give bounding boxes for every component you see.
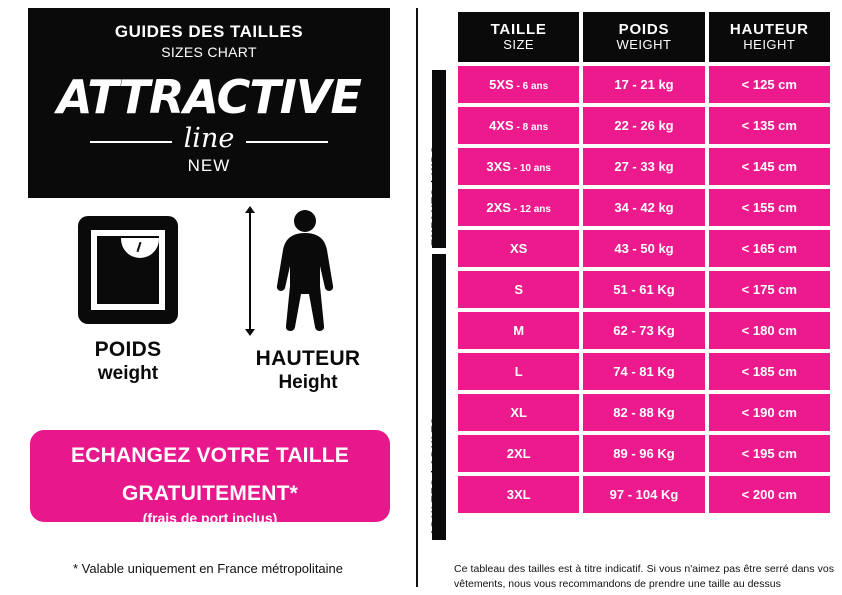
size-table — [454, 8, 834, 517]
exchange-promo-banner — [30, 430, 390, 527]
brand-header-box — [28, 8, 390, 198]
table-row — [458, 394, 830, 431]
cell-height: < 200 cm — [709, 476, 830, 513]
cell-height: < 195 cm — [709, 435, 830, 472]
cell-weight: 51 - 61 Kg — [583, 271, 704, 308]
size-value: XS — [509, 241, 528, 256]
left-footnote: * Valable uniquement en France métropolitaine — [72, 561, 344, 576]
table-row — [458, 312, 830, 349]
size-value: 2XS — [486, 200, 511, 215]
height-label-en: Height — [278, 372, 338, 393]
cell-weight: 89 - 96 Kg — [583, 435, 704, 472]
cell-height: < 145 cm — [709, 148, 830, 185]
right-panel — [432, 8, 834, 588]
cell-size — [458, 107, 579, 144]
cell-size — [458, 230, 579, 267]
scale-icon — [78, 216, 178, 324]
table-header-row — [458, 12, 830, 62]
cell-height: < 180 cm — [709, 312, 830, 349]
cell-size — [458, 435, 579, 472]
height-label-fr: HAUTEUR — [255, 347, 361, 370]
header-size — [458, 12, 579, 62]
header-size-en: SIZE — [503, 37, 535, 53]
promo-line-2: GRATUITEMENT* — [121, 482, 299, 506]
height-arrow-icon — [249, 212, 251, 330]
table-row — [458, 271, 830, 308]
cell-height: < 190 cm — [709, 394, 830, 431]
cell-height: < 185 cm — [709, 353, 830, 390]
cell-weight: 34 - 42 kg — [583, 189, 704, 226]
size-value: 2XL — [506, 446, 531, 461]
cell-weight: 62 - 73 Kg — [583, 312, 704, 349]
header-height-en: HEIGHT — [743, 37, 796, 53]
size-value: 4XS — [489, 118, 514, 133]
body-silhouette-icon — [243, 208, 373, 333]
table-row — [458, 189, 830, 226]
brand-script: line — [172, 124, 247, 154]
header-weight — [583, 12, 704, 62]
cell-height: < 175 cm — [709, 271, 830, 308]
table-row — [458, 435, 830, 472]
table-row — [458, 353, 830, 390]
cell-height: < 155 cm — [709, 189, 830, 226]
brand-name: ATTRACTIVE — [57, 70, 361, 124]
size-value: XL — [510, 405, 527, 420]
cell-size — [458, 353, 579, 390]
cell-size — [458, 189, 579, 226]
scale-icon-dial — [121, 238, 159, 258]
header-height — [709, 12, 830, 62]
cell-weight: 97 - 104 Kg — [583, 476, 704, 513]
size-age: - 6 ans — [513, 81, 549, 92]
weight-label-en: weight — [97, 363, 159, 384]
vertical-divider — [416, 8, 418, 587]
table-note: Ce tableau des tailles est à titre indicatif. Si vous n'aimez pas être serré dans vos vêtements, nous vous recommandons de prendre une taille au dessus — [454, 562, 834, 590]
table-row — [458, 148, 830, 185]
promo-line-3: (frais de port inclus) — [142, 510, 278, 527]
size-value: 3XS — [486, 159, 511, 174]
scale-icon-frame — [91, 230, 165, 310]
cell-size — [458, 148, 579, 185]
cell-height: < 125 cm — [709, 66, 830, 103]
header-weight-en: WEIGHT — [616, 37, 672, 53]
size-age: - 12 ans — [510, 204, 551, 215]
left-panel — [0, 0, 416, 595]
group-label-adults: ADULTES / ADULTS — [430, 416, 442, 536]
table-row — [458, 107, 830, 144]
table-row — [458, 476, 830, 513]
cell-weight: 22 - 26 kg — [583, 107, 704, 144]
cell-size — [458, 271, 579, 308]
cell-size — [458, 394, 579, 431]
size-value: L — [514, 364, 523, 379]
cell-weight: 82 - 88 Kg — [583, 394, 704, 431]
height-icon-column — [218, 208, 398, 394]
table-row — [458, 66, 830, 103]
guides-title-fr: GUIDES DES TAILLES — [114, 22, 304, 41]
cell-weight: 17 - 21 kg — [583, 66, 704, 103]
cell-weight: 27 - 33 kg — [583, 148, 704, 185]
icons-row — [28, 208, 390, 403]
weight-label-fr: POIDS — [94, 338, 162, 361]
cell-height: < 135 cm — [709, 107, 830, 144]
promo-line-1: ECHANGEZ VOTRE TAILLE — [71, 444, 349, 467]
weight-icon-column — [38, 208, 218, 385]
body-height-icon — [243, 208, 373, 333]
table-row — [458, 230, 830, 267]
size-value: S — [514, 282, 523, 297]
cell-height: < 165 cm — [709, 230, 830, 267]
brand-new-label: NEW — [187, 156, 231, 175]
size-value: M — [513, 323, 525, 338]
header-size-fr: TAILLE — [490, 20, 547, 38]
size-age: - 8 ans — [513, 122, 549, 133]
header-weight-fr: POIDS — [618, 20, 670, 38]
cell-size — [458, 476, 579, 513]
brand-script-wrap — [28, 124, 390, 154]
header-height-fr: HAUTEUR — [729, 20, 809, 38]
size-value: 3XL — [506, 487, 531, 502]
cell-size — [458, 66, 579, 103]
group-label-kids: ENFANTS / KIDS — [430, 145, 442, 246]
size-value: 5XS — [489, 77, 514, 92]
cell-weight: 74 - 81 Kg — [583, 353, 704, 390]
cell-size — [458, 312, 579, 349]
size-age: - 10 ans — [510, 163, 551, 174]
guides-title-en: SIZES CHART — [161, 44, 257, 60]
cell-weight: 43 - 50 kg — [583, 230, 704, 267]
